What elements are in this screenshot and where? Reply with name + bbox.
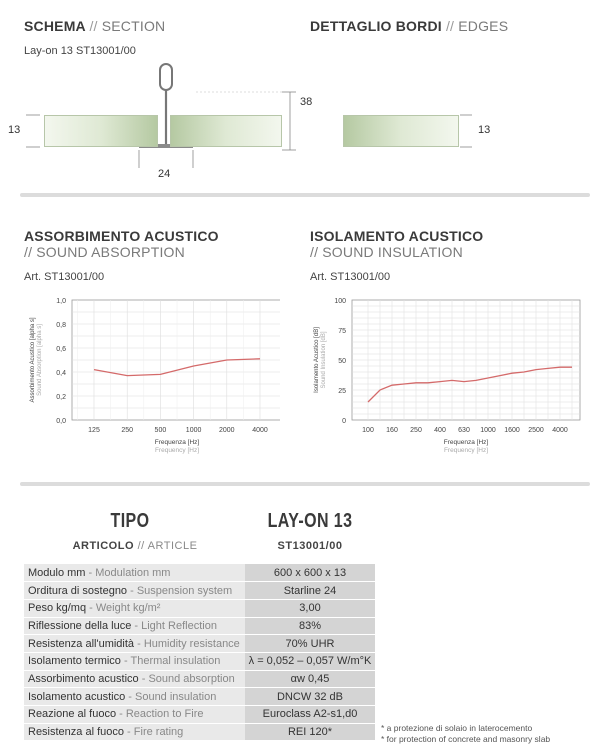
schema-title <box>24 18 165 34</box>
y-axis-label: Assorbimento Acustico [alpha s] <box>30 317 36 403</box>
ceiling-panel-right <box>170 115 282 147</box>
edges-title <box>310 18 508 34</box>
spec-label-en: - Light Reflection <box>131 619 217 632</box>
tipo-label: TIPO <box>110 510 150 532</box>
dim-24: 24 <box>158 168 171 180</box>
insulation-title-en: // SOUND INSULATION <box>310 244 463 260</box>
specs-table <box>24 564 375 741</box>
y-axis-label-en: Sound Absorption [alpha s] <box>37 324 43 396</box>
y-tick-label: 25 <box>338 388 346 395</box>
spec-value: αw 0,45 <box>245 670 375 688</box>
spec-row <box>24 617 375 635</box>
spec-row <box>24 635 375 653</box>
article-header <box>60 540 210 552</box>
spec-label-it: Isolamento termico <box>28 655 121 668</box>
spec-label <box>24 564 245 582</box>
spec-label-en: - Sound insulation <box>125 690 217 703</box>
article-value: ST13001/00 <box>277 540 343 552</box>
x-tick-label: 100 <box>362 427 374 434</box>
schema-title-it: SCHEMA <box>24 18 86 34</box>
spec-label-en: - Sound absorption <box>138 672 235 685</box>
edge-dim-height: 13 <box>478 124 491 136</box>
spec-label-en: - Thermal insulation <box>120 655 221 668</box>
y-tick-label: 0,4 <box>56 370 66 377</box>
sound-absorption-chart <box>20 288 280 463</box>
absorption-article: Art. ST13001/00 <box>24 271 105 283</box>
spec-label-it: Peso kg/mq <box>28 602 87 615</box>
dim-38: 38 <box>300 96 313 108</box>
absorption-title-en: // SOUND ABSORPTION <box>24 244 185 260</box>
y-tick-label: 0,8 <box>56 322 66 329</box>
edges-title-en: EDGES <box>458 18 509 34</box>
spec-value: 600 x 600 x 13 <box>245 564 375 582</box>
spec-label-en: - Humidity resistance <box>134 637 240 650</box>
x-tick-label: 2500 <box>528 427 544 434</box>
article-value-header <box>240 540 380 552</box>
sound-insulation-chart <box>306 288 586 463</box>
spec-row <box>24 599 375 617</box>
spec-label <box>24 670 245 688</box>
spec-label <box>24 652 245 670</box>
spec-value: Starline 24 <box>245 582 375 600</box>
spec-label <box>24 617 245 635</box>
spec-row <box>24 582 375 600</box>
spec-label-it: Resistenza al fuoco <box>28 726 124 739</box>
spec-label-it: Assorbimento acustico <box>28 672 139 685</box>
separator-bottom <box>20 482 590 486</box>
edges-title-slashes: // <box>445 18 455 34</box>
y-axis-label-en: Sound Insulation [dB] <box>321 331 327 389</box>
spec-row <box>24 564 375 582</box>
spec-value: Euroclass A2-s1,d0 <box>245 706 375 724</box>
insulation-title: ISOLAMENTO ACUSTICO <box>310 228 484 244</box>
spec-label-it: Modulo mm <box>28 566 86 579</box>
absorption-title: ASSORBIMENTO ACUSTICO <box>24 228 219 244</box>
x-tick-label: 630 <box>458 427 470 434</box>
spec-value: 3,00 <box>245 599 375 617</box>
spec-row <box>24 723 375 741</box>
y-axis-label: Isolamento Acustico [dB] <box>314 327 320 393</box>
y-tick-label: 0,2 <box>56 394 66 401</box>
ceiling-panel-left <box>44 115 158 147</box>
spec-row <box>24 670 375 688</box>
x-tick-label: 250 <box>410 427 422 434</box>
article-label-it: ARTICOLO <box>72 540 135 552</box>
spec-label-it: Isolamento acustico <box>28 690 126 703</box>
spec-label-en: - Fire rating <box>124 726 184 739</box>
schema-subtitle: Lay-on 13 ST13001/00 <box>24 45 136 57</box>
tipo-value-header <box>240 510 380 533</box>
spec-label <box>24 599 245 617</box>
y-tick-label: 75 <box>338 328 346 335</box>
edges-title-it: DETTAGLIO BORDI <box>310 18 442 34</box>
footnote-en: * for protection of concrete and masonry slab <box>381 734 551 744</box>
x-tick-label: 1000 <box>185 427 202 434</box>
spec-label-it: Reazione al fuoco <box>28 708 117 721</box>
x-axis-label: Frequenza [Hz] <box>443 439 489 446</box>
spec-label <box>24 635 245 653</box>
y-tick-label: 0 <box>342 418 346 425</box>
x-axis-label-en: Frequency [Hz] <box>154 447 200 454</box>
separator-top <box>20 193 590 197</box>
spec-label-en: - Suspension system <box>127 584 233 597</box>
insulation-article: Art. ST13001/00 <box>310 271 391 283</box>
spec-label <box>24 723 245 741</box>
spec-label-en: - Modulation mm <box>85 566 171 579</box>
spec-label-en: - Reaction to Fire <box>116 708 204 721</box>
x-tick-label: 4000 <box>252 427 268 434</box>
x-tick-label: 250 <box>121 427 134 434</box>
x-tick-label: 125 <box>88 427 100 434</box>
y-tick-label: 50 <box>338 358 346 365</box>
spec-row <box>24 706 375 724</box>
spec-row <box>24 652 375 670</box>
tipo-header <box>60 510 200 533</box>
spec-row <box>24 688 375 706</box>
dim-height-left: 13 <box>8 124 21 136</box>
x-axis-label: Frequenza [Hz] <box>154 439 200 446</box>
spec-value: REI 120* <box>245 723 375 741</box>
y-tick-label: 100 <box>334 298 346 305</box>
spec-label <box>24 688 245 706</box>
spec-label <box>24 706 245 724</box>
tipo-value: LAY-ON 13 <box>267 510 353 532</box>
spec-label-it: Resistenza all'umidità <box>28 637 135 650</box>
spec-label-it: Riflessione della luce <box>28 619 132 632</box>
spec-value: λ = 0,052 – 0,057 W/m°K <box>245 652 375 670</box>
x-tick-label: 400 <box>434 427 446 434</box>
spec-label-it: Orditura di sostegno <box>28 584 128 597</box>
x-tick-label: 4000 <box>552 427 568 434</box>
edge-detail-panel <box>343 115 459 147</box>
spec-label-en: - Weight kg/m² <box>86 602 161 615</box>
schema-title-en: SECTION <box>101 18 166 34</box>
spec-label <box>24 582 245 600</box>
spec-value: 83% <box>245 617 375 635</box>
spec-value: 70% UHR <box>245 635 375 653</box>
edge-dim-bracket <box>460 110 480 154</box>
article-label-en: // ARTICLE <box>137 540 198 552</box>
x-tick-label: 2000 <box>219 427 235 434</box>
x-tick-label: 1600 <box>504 427 520 434</box>
y-tick-label: 1,0 <box>56 298 66 305</box>
footnote-it: * a protezione di solaio in laterocemento <box>381 723 533 733</box>
x-tick-label: 500 <box>154 427 167 434</box>
x-axis-label-en: Frequency [Hz] <box>443 447 489 454</box>
spec-value: DNCW 32 dB <box>245 688 375 706</box>
x-tick-label: 1000 <box>480 427 496 434</box>
x-tick-label: 160 <box>386 427 398 434</box>
schema-title-slashes: // <box>89 18 98 34</box>
y-tick-label: 0,0 <box>56 418 66 425</box>
y-tick-label: 0,6 <box>56 346 66 353</box>
